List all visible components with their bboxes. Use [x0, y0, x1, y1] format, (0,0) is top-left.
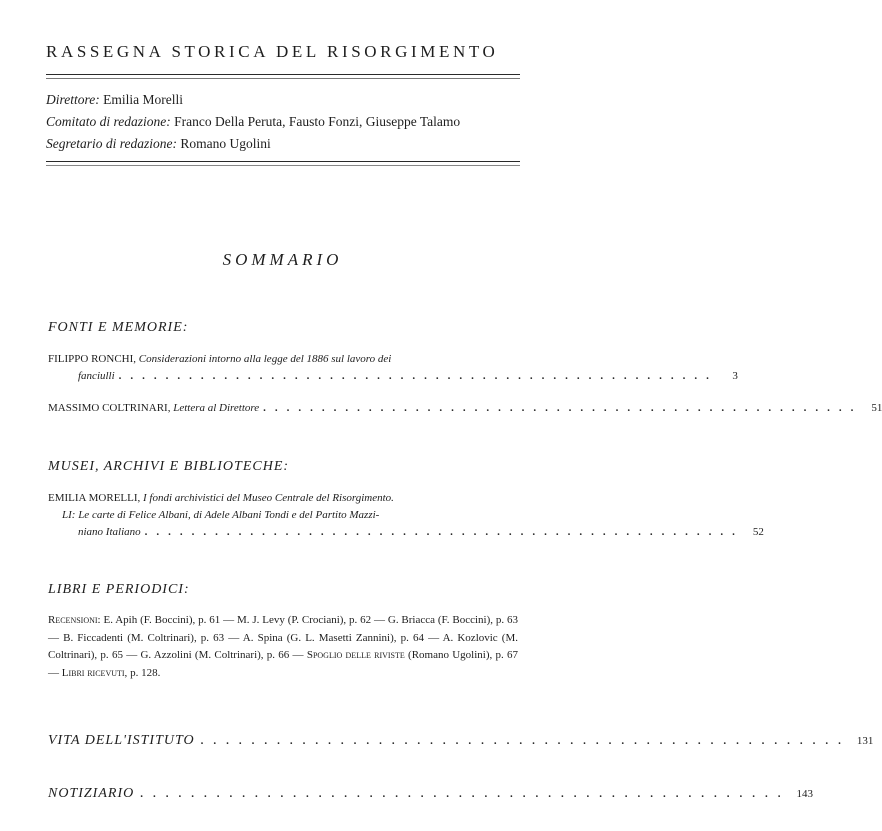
- spoglio-label: Spoglio delle riviste: [306, 649, 405, 661]
- header-rule-bottom: [46, 161, 520, 162]
- header-rule-top: [46, 74, 520, 75]
- libri-ricevuti-text: p. 128.: [130, 666, 161, 679]
- entry-title-cont: niano Italiano: [78, 526, 141, 538]
- dot-leader: ...................................................: [118, 370, 718, 382]
- entry-title: I fondi archivistici del Museo Centrale del Risorgimento.: [143, 492, 394, 504]
- entry-page: 143: [796, 788, 813, 800]
- direttore-line: [46, 92, 183, 108]
- entry-page: 131: [856, 735, 874, 747]
- header-rule-bottom-2: [46, 165, 520, 166]
- section-heading-musei: MUSEI, ARCHIVI E BIBLIOTECHE:: [48, 459, 290, 474]
- dot-leader: ...................................................: [200, 735, 851, 747]
- segretario-line: [46, 136, 271, 152]
- entry-title: Lettera al Direttore: [173, 402, 260, 414]
- toc-entry: [48, 400, 882, 417]
- header-rule-top-2: [46, 78, 520, 79]
- recensioni-text: E. Apih (F. Boccini), p. 61 — M. J. Levy (P. Crociani), p. 62 — G. Briacca (F. Boccini), p. 63 — B. Ficcadenti (M. Coltrinari), p. 63 — A. Spina (G. L. Masetti Zannini), p. 64 — A. Kozlovic (M. Coltrinari), p. 65 — G. Azzolini (M. Coltrinari), p. 66 —: [48, 614, 519, 661]
- dot-leader: ...................................................: [263, 402, 863, 414]
- entry-page: 51: [871, 402, 882, 414]
- comitato-line: [46, 114, 460, 130]
- comitato-label: Comitato di redazione:: [46, 114, 171, 129]
- segretario-label: Segretario di redazione:: [46, 136, 177, 151]
- recensioni-paragraph: [48, 612, 518, 682]
- journal-title: RASSEGNA STORICA DEL RISORGIMENTO: [46, 42, 499, 61]
- toc-entry: [48, 490, 764, 541]
- entry-page: 3: [732, 370, 738, 382]
- dot-leader: ...................................................: [140, 788, 791, 800]
- entry-title-cont: fanciulli: [78, 370, 115, 382]
- section-heading-vita: VITA DELL'ISTITUTO: [48, 733, 195, 748]
- toc-entry-vita: [48, 733, 874, 749]
- entry-title: Considerazioni intorno alla legge del 1886 sul lavoro dei: [138, 353, 392, 365]
- comitato-value: Franco Della Peruta, Fausto Fonzi, Giuseppe Talamo: [174, 114, 461, 129]
- segretario-value: Romano Ugolini: [180, 136, 271, 151]
- entry-title-cont: LI: Le carte di Felice Albani, di Adele Albani Tondi e del Partito Mazzi-: [62, 509, 380, 521]
- entry-author: FILIPPO RONCHI,: [48, 353, 137, 365]
- dot-leader: ...................................................: [144, 526, 744, 538]
- section-heading-libri: LIBRI E PERIODICI:: [48, 582, 190, 597]
- libri-ricevuti-label: Libri ricevuti,: [61, 666, 128, 679]
- entry-page: 52: [752, 526, 764, 538]
- recensioni-label: Recensioni:: [48, 614, 101, 626]
- section-heading-fonti: FONTI E MEMORIE:: [48, 320, 189, 335]
- toc-entry: [48, 351, 738, 385]
- sommario-title: SOMMARIO: [222, 250, 343, 269]
- entry-author: EMILIA MORELLI,: [48, 492, 141, 504]
- direttore-value: Emilia Morelli: [103, 92, 183, 107]
- toc-entry-notiziario: [48, 786, 813, 802]
- direttore-label: Direttore:: [46, 92, 100, 107]
- spoglio-text: (Romano Ugolini), p. 67 —: [48, 649, 519, 679]
- section-heading-notiziario: NOTIZIARIO: [48, 786, 135, 801]
- entry-author: MASSIMO COLTRINARI,: [48, 402, 171, 414]
